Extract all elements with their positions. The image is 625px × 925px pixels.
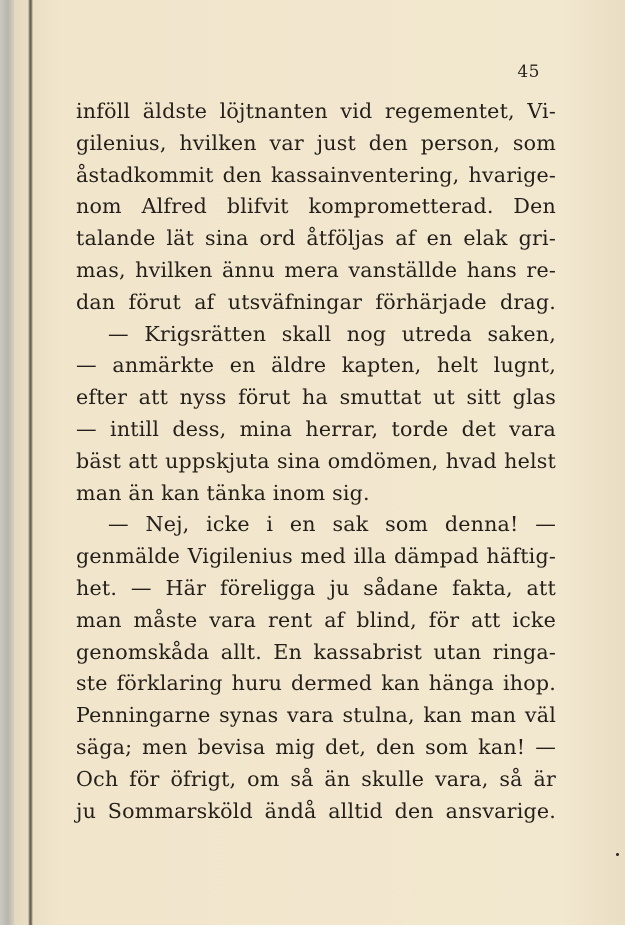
binding-gutter — [28, 0, 33, 925]
text-line: åstadkommit den kassainventering, hvarige- — [76, 162, 556, 187]
text-line: — Krigsrätten skall nog utreda saken, — [108, 321, 556, 346]
ink-speck — [616, 853, 619, 856]
text-line: talande lät sina ord åtföljas af en elak gri- — [76, 226, 556, 251]
page-edge — [0, 0, 14, 925]
text-line: nom Alfred blifvit komprometterad. Den — [76, 194, 556, 219]
text-line: — Nej, icke i en sak som denna! — — [108, 512, 556, 537]
text-line: inföll äldste löjtnanten vid regementet, Vi- — [76, 99, 556, 123]
text-line: gilenius, hvilken var just den person, som — [76, 130, 556, 155]
text-line: het. — Här föreligga ju sådane fakta, att — [76, 575, 556, 600]
text-line: — intill dess, mina herrar, torde det vara — [76, 416, 556, 441]
body-text — [76, 96, 556, 827]
text-line: genomskåda allt. En kassabrist utan ringa- — [76, 639, 556, 664]
text-line: dan förut af utsväfningar förhärjade drag. — [76, 289, 556, 314]
text-line: efter att nyss förut ha smuttat ut sitt glas — [76, 385, 556, 410]
text-line: Och för öfrigt, om så än skulle vara, så är — [76, 766, 556, 791]
text-line: genmälde Vigilenius med illa dämpad häftig- — [76, 544, 556, 569]
text-line: man måste vara rent af blind, för att icke — [76, 607, 556, 632]
text-line: — anmärkte en äldre kapten, helt lugnt, — [76, 353, 556, 378]
text-line: bäst att uppskjuta sina omdömen, hvad helst — [76, 448, 556, 473]
text-line: ju Sommarsköld ändå alltid den ansvarige. — [76, 798, 556, 823]
text-line: säga; men bevisa mig det, den som kan! — — [76, 734, 556, 759]
text-line: man än kan tänka inom sig. — [76, 480, 370, 505]
page-number: 45 — [517, 62, 540, 82]
text-line: ste förklaring huru dermed kan hänga ihop. — [76, 671, 556, 696]
text-line: mas, hvilken ännu mera vanställde hans re- — [76, 257, 556, 282]
text-line: Penningarne synas vara stulna, kan man väl — [76, 703, 556, 728]
